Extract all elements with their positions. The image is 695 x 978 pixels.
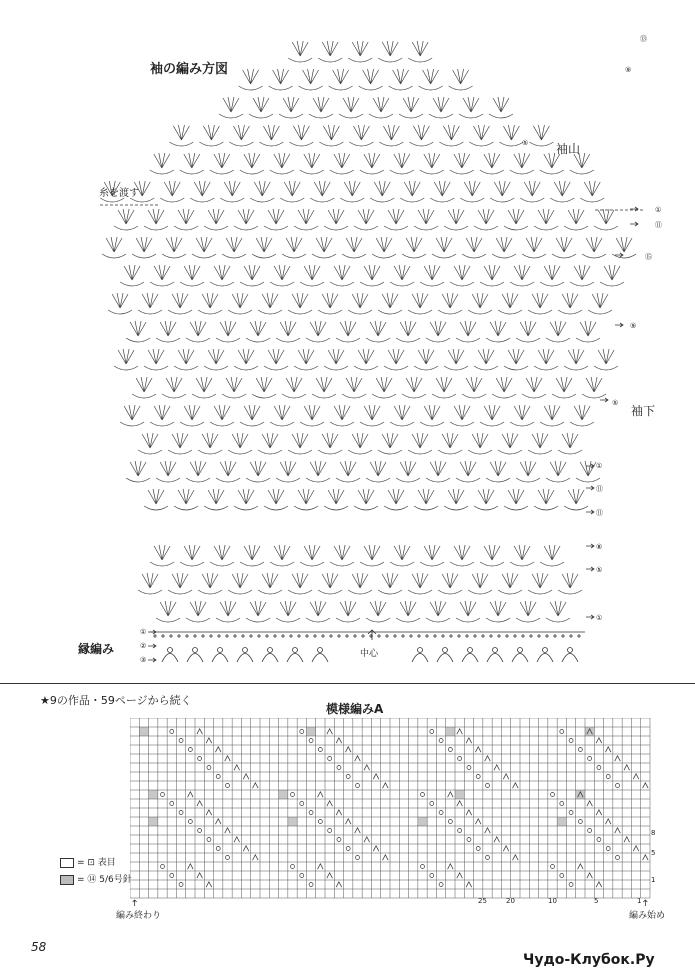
row-label: ① — [596, 614, 603, 622]
legend-plain-text: = ⊡ 表目 — [77, 858, 116, 868]
row-label: ⑪ — [655, 221, 662, 229]
row-label: ⑤ — [596, 566, 603, 574]
legend-plain-swatch — [60, 858, 74, 868]
row-label: ⑪ — [596, 485, 603, 493]
sleeve-chart-title: 袖の編み方図 — [150, 62, 229, 77]
legend-shaded — [60, 872, 132, 885]
row-label: ⑨ — [630, 322, 637, 330]
sleeve-cap-label: 袖山 — [556, 142, 581, 156]
legend-shaded-swatch — [60, 875, 74, 885]
row-label: ① — [596, 462, 603, 470]
pass-yarn-label: 糸を渡す — [99, 188, 139, 199]
row-label: ⑬ — [640, 35, 647, 43]
row-label: ⑧ — [596, 543, 603, 551]
row-label: ① — [655, 206, 662, 214]
row-label: ⑤ — [612, 399, 619, 407]
edging-row-label: ② — [140, 642, 147, 650]
end-label: 編み終わり — [116, 911, 162, 921]
row-label: ⑨ — [625, 66, 632, 74]
row-label: ⑮ — [645, 253, 652, 261]
grid-row-number: 5 — [651, 849, 656, 857]
grid-col-number: 1 — [637, 897, 642, 905]
continuation-note: ★9の作品・59ページから続く — [40, 694, 192, 707]
center-label: 中心 — [360, 649, 379, 659]
grid-row-number: 1 — [651, 876, 656, 884]
pattern-a-title: 模様編みA — [326, 702, 384, 716]
edging-row-label: ① — [140, 628, 147, 636]
row-label: ⑪ — [596, 509, 603, 517]
grid-col-number: 20 — [506, 897, 515, 905]
row-label: ⑤ — [522, 139, 529, 147]
legend-plain — [60, 855, 116, 868]
grid-row-number: 8 — [651, 829, 656, 837]
underarm-label: 袖下 — [631, 404, 656, 418]
grid-col-number: 5 — [594, 897, 599, 905]
edging-label: 縁編み — [78, 642, 115, 656]
start-label: 編み始め — [629, 911, 666, 921]
grid-col-number: 10 — [548, 897, 557, 905]
section-divider — [0, 683, 695, 684]
pattern-a-grid — [130, 718, 660, 906]
page-number: 58 — [31, 940, 47, 954]
grid-col-number: 25 — [478, 897, 487, 905]
watermark: Чудо-Клубок.Ру — [523, 952, 655, 968]
legend-shaded-text: = ⑭ 5/6号針 — [77, 875, 132, 885]
edging-row-label: ③ — [140, 656, 147, 664]
